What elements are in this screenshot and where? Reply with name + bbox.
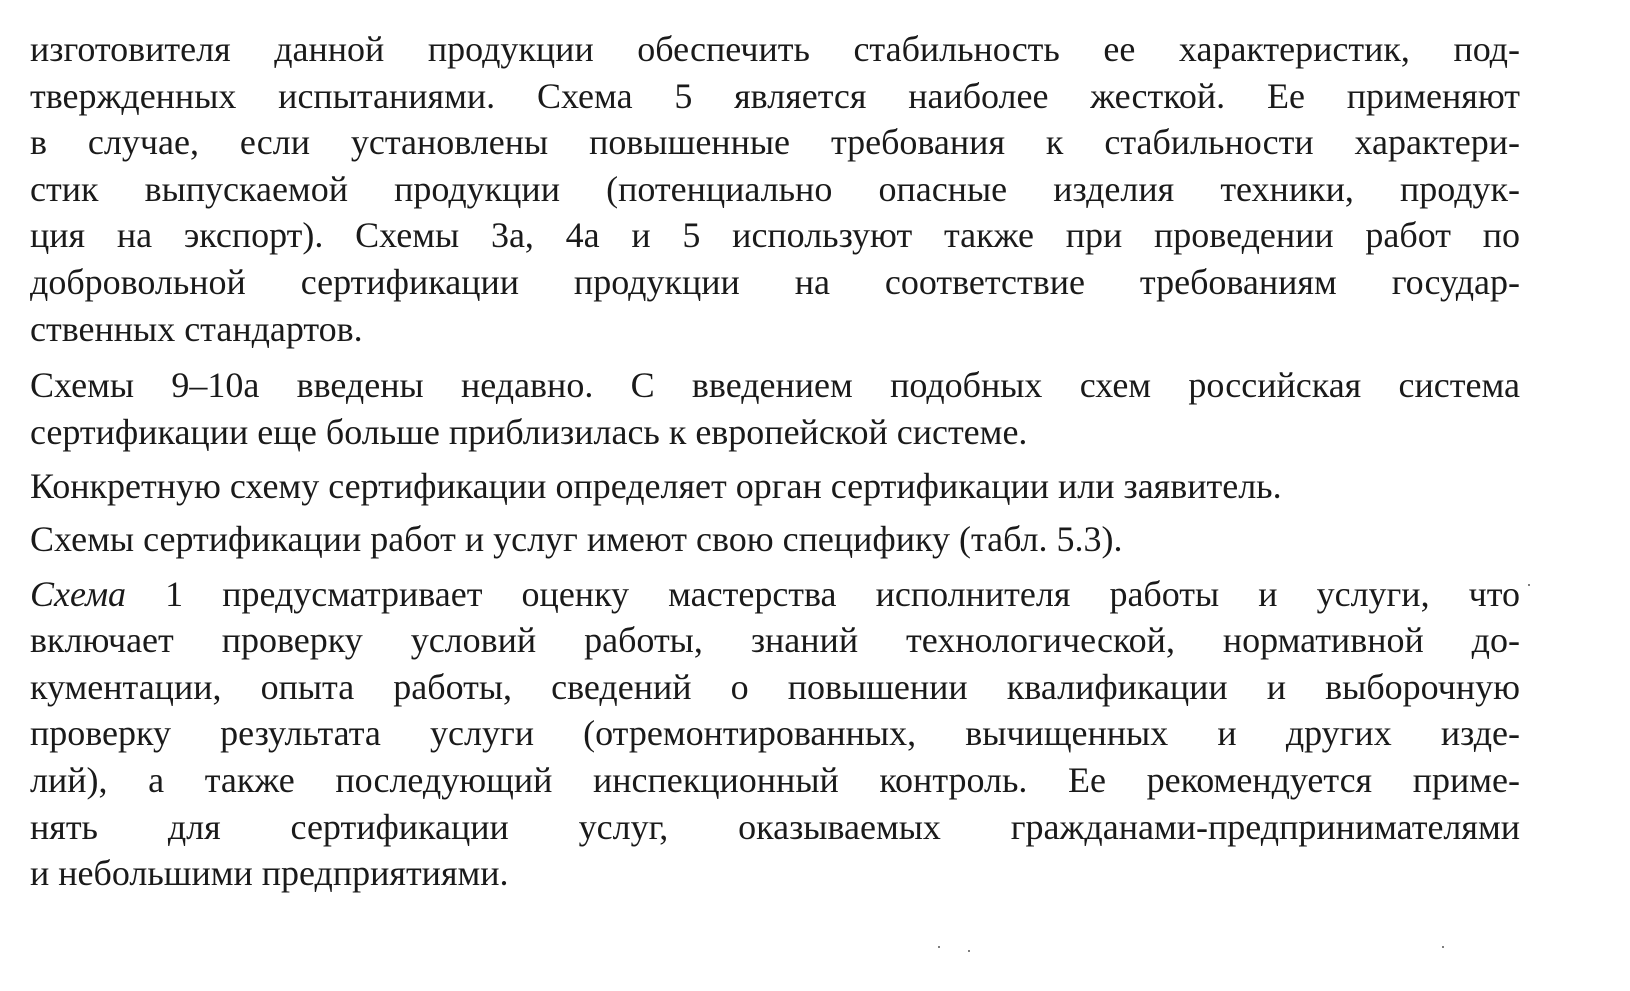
text-line: в случае, если установлены повышенные требования к стабильности характери-	[30, 122, 1520, 163]
scan-speck	[1442, 946, 1444, 948]
text-line: Конкретную схему сертификации определяет орган сертификации или заявитель.	[30, 466, 1282, 507]
italic-term: Схема	[30, 573, 127, 614]
text-line: включает проверку условий работы, знаний технологической, нормативной до-	[30, 620, 1520, 661]
text-line: Схемы 9–10а введены недавно. С введением подобных схем российская система	[30, 365, 1520, 406]
text-line: ственных стандартов.	[30, 308, 363, 349]
text-line: и небольшими предприятиями.	[30, 853, 509, 894]
text-line: твержденных испытаниями. Схема 5 является наиболее жесткой. Ее применяют	[30, 75, 1520, 116]
text-line: нять для сертификации услуг, оказываемых гражданами-предпринимателями	[30, 806, 1520, 847]
scan-speck	[1528, 584, 1530, 586]
scan-speck	[968, 950, 970, 952]
text-line: стик выпускаемой продукции (потенциально опасные изделия техники, продук-	[30, 168, 1520, 209]
text-line: добровольной сертификации продукции на соответствие требованиям государ-	[30, 261, 1520, 302]
text-line	[30, 571, 1520, 618]
paragraph-5	[30, 571, 1520, 897]
text-line: изготовителя данной продукции обеспечить стабильность ее характеристик, под-	[30, 29, 1520, 69]
paragraph-1	[30, 26, 1520, 352]
text-line: Схемы сертификации работ и услуг имеют свою специфику (табл. 5.3).	[30, 518, 1123, 559]
text-line: проверку результата услуги (отремонтированных, вычищенных и других изде-	[30, 713, 1520, 754]
paragraph-4	[30, 516, 1520, 563]
scan-speck	[938, 946, 940, 948]
document-page	[30, 0, 1520, 991]
text-line: кументации, опыта работы, сведений о повышении квалификации и выборочную	[30, 666, 1520, 707]
paragraph-3	[30, 463, 1520, 510]
paragraph-2	[30, 362, 1520, 455]
text-line: ция на экспорт). Схемы 3а, 4а и 5 используют также при проведении работ по	[30, 215, 1520, 256]
text-line: сертификации еще больше приблизилась к европейской системе.	[30, 411, 1028, 452]
text-line: лий), а также последующий инспекционный контроль. Ее рекомендуется приме-	[30, 759, 1520, 800]
text-run: 1 предусматривает оценку мастерства исполнителя работы и услуги, что	[126, 573, 1520, 614]
